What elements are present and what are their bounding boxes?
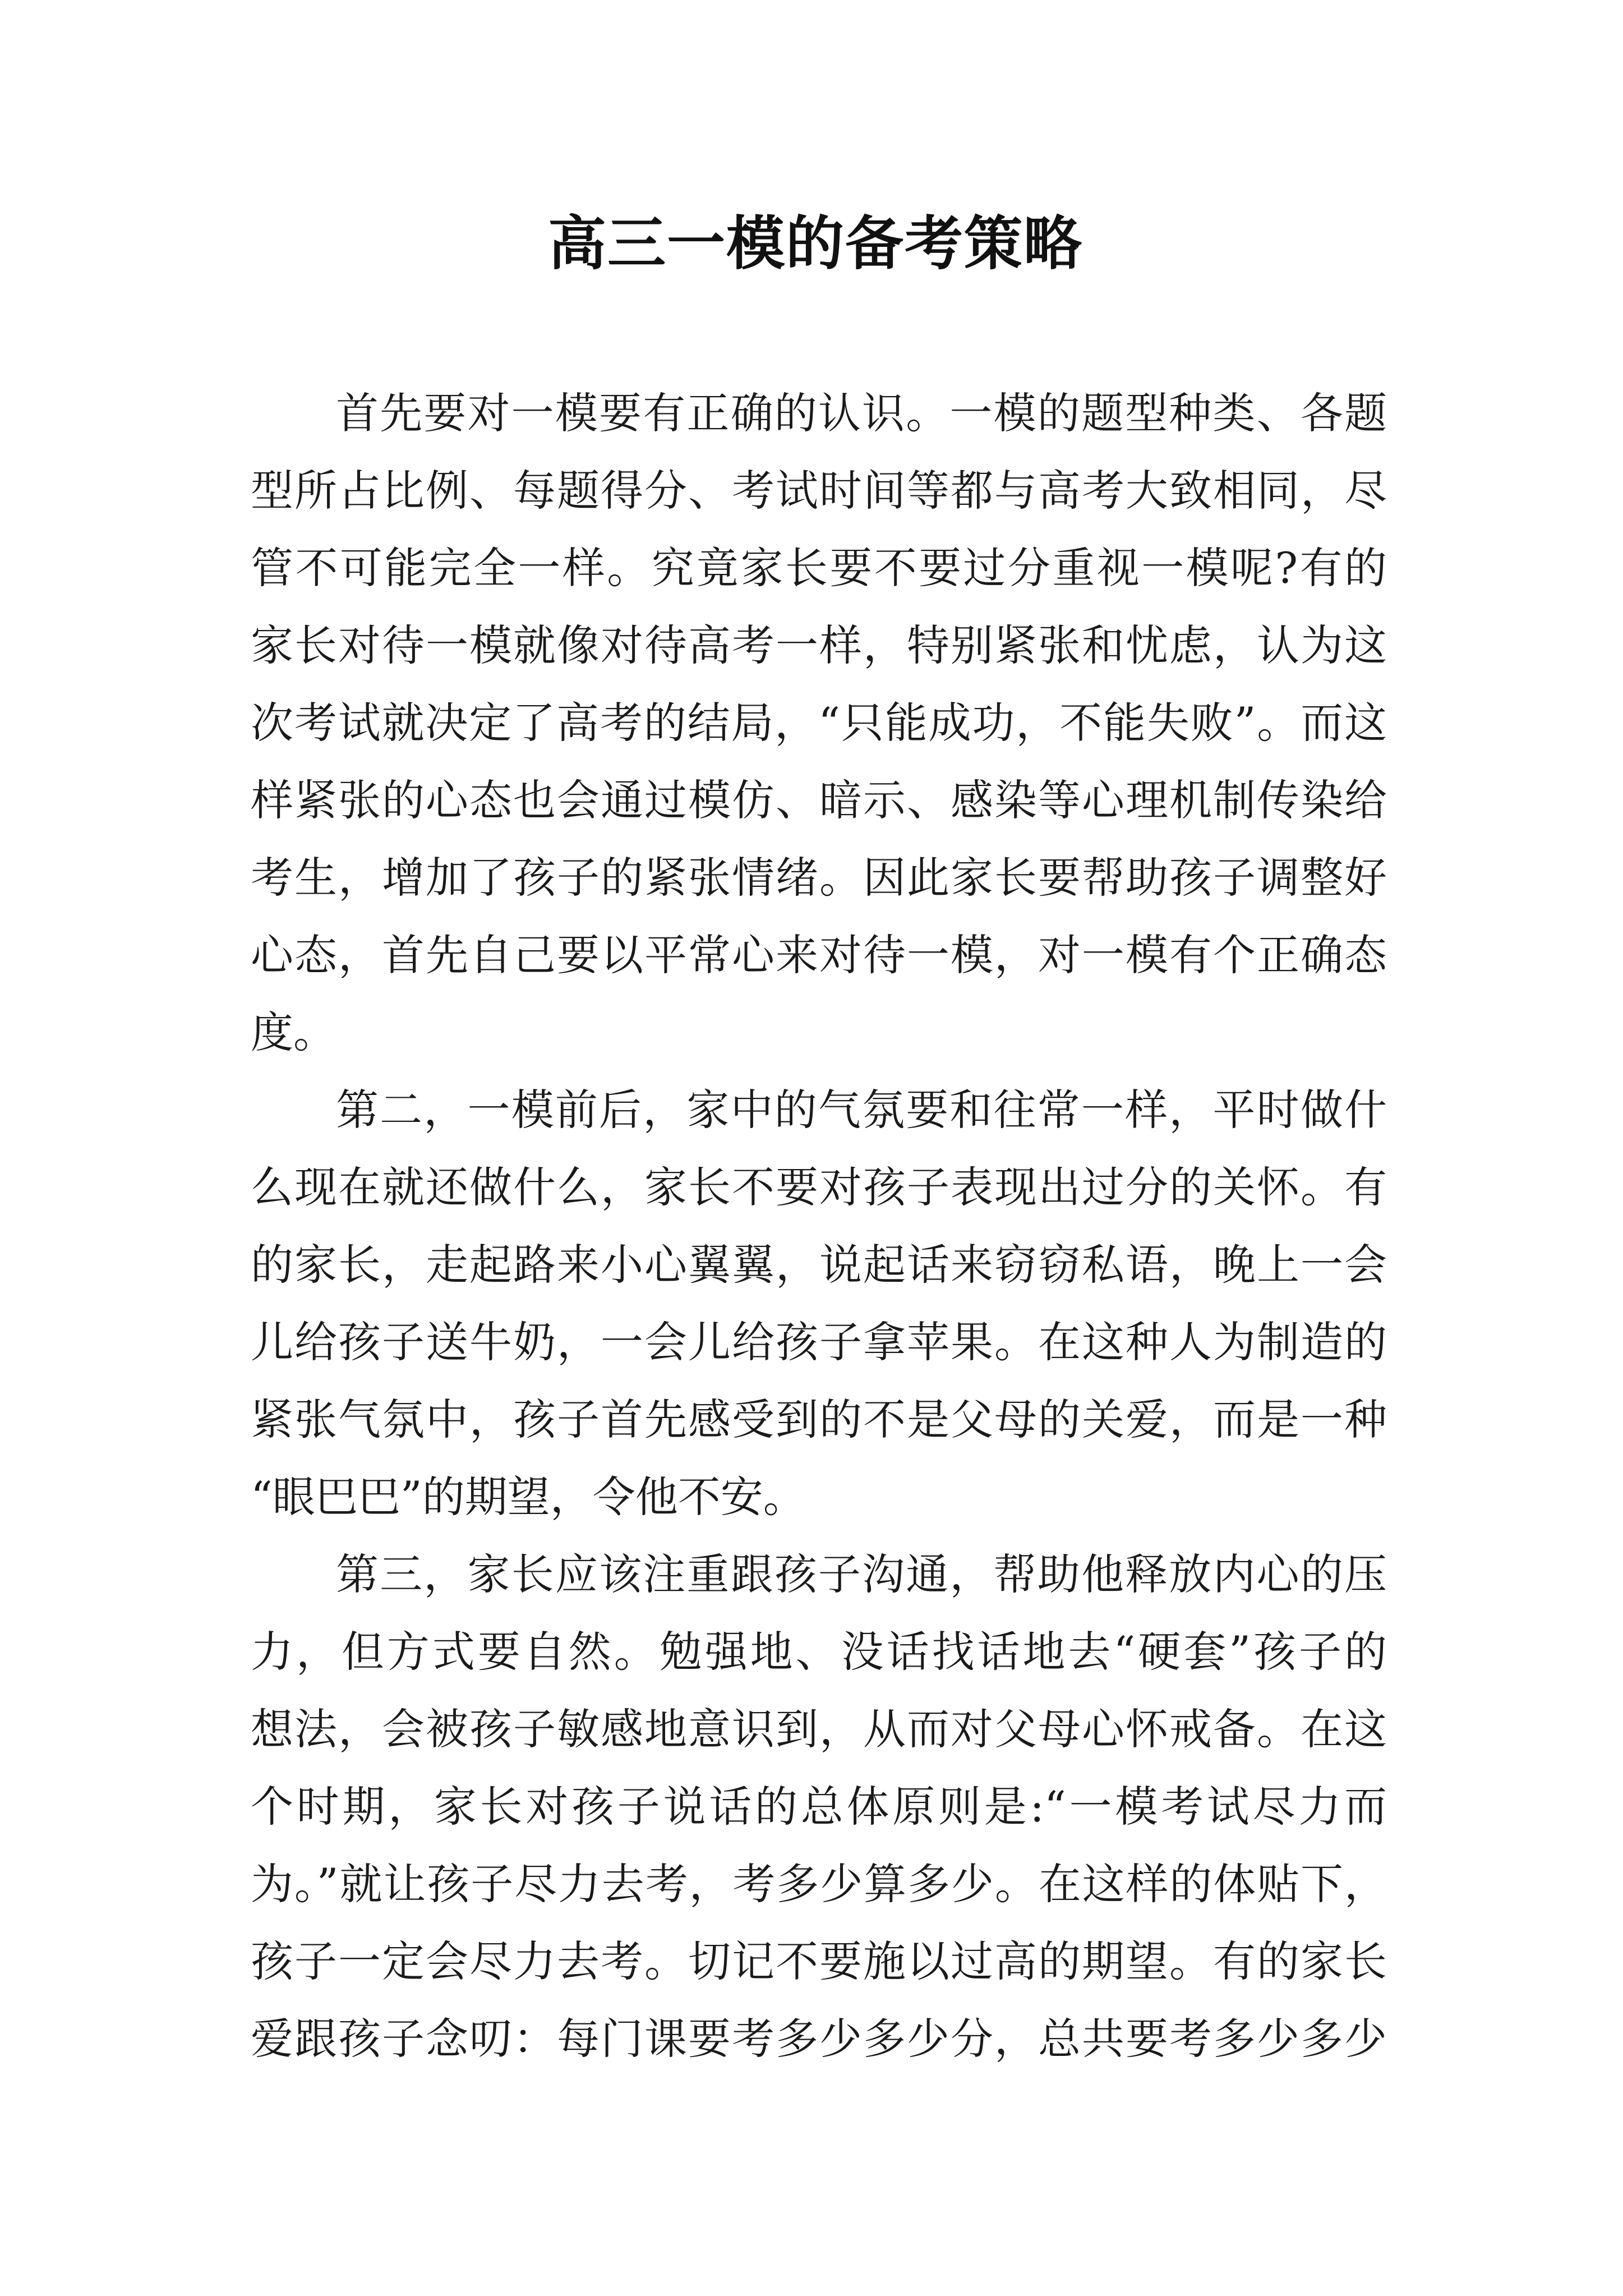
text-line: 样紧张的心态也会通过模仿、暗示、感染等心理机制传染给 <box>251 775 1387 825</box>
text-line: 首先要对一模要有正确的认识。一模的题型种类、各题 <box>336 388 1387 438</box>
text-line: 为。”就让孩子尽力去考，考多少算多少。在这样的体贴下， <box>251 1859 1387 1909</box>
text-line: 考生，增加了孩子的紧张情绪。因此家长要帮助孩子调整好 <box>251 853 1387 903</box>
text-line: 孩子一定会尽力去考。切记不要施以过高的期望。有的家长 <box>251 1936 1387 1986</box>
text-line: 度。 <box>251 1007 336 1057</box>
document-body <box>251 375 1387 2078</box>
text-line: 儿给孩子送牛奶，一会儿给孩子拿苹果。在这种人为制造的 <box>251 1317 1387 1367</box>
text-line: 第二，一模前后，家中的气氛要和往常一样，平时做什 <box>336 1085 1387 1135</box>
text-line: 爱跟孩子念叨：每门课要考多少多少分，总共要考多少多少 <box>251 2014 1387 2064</box>
text-line: 力，但方式要自然。勉强地、没话找话地去“硬套”孩子的 <box>251 1627 1387 1677</box>
text-line: 型所占比例、每题得分、考试时间等都与高考大致相同，尽 <box>251 466 1387 516</box>
text-line: 次考试就决定了高考的结局，“只能成功，不能失败”。而这 <box>251 698 1387 748</box>
document-title: 高三一模的备考策略 <box>547 209 1083 278</box>
text-line: 的家长，走起路来小心翼翼，说起话来窃窃私语，晚上一会 <box>251 1240 1387 1290</box>
text-line: 个时期，家长对孩子说话的总体原则是:“一模考试尽力而 <box>251 1782 1387 1832</box>
paragraph-2 <box>251 1071 1387 1536</box>
text-line: 家长对待一模就像对待高考一样，特别紧张和忧虑，认为这 <box>251 620 1387 670</box>
text-line: 心态，首先自己要以平常心来对待一模，对一模有个正确态 <box>251 930 1387 980</box>
text-line: 紧张气氛中，孩子首先感受到的不是父母的关爱，而是一种 <box>251 1395 1387 1444</box>
text-line: “眼巴巴”的期望，令他不安。 <box>251 1472 806 1522</box>
paragraph-1 <box>251 375 1387 1071</box>
text-line: 想法，会被孩子敏感地意识到，从而对父母心怀戒备。在这 <box>251 1704 1387 1754</box>
paragraph-3 <box>251 1536 1387 2078</box>
text-line: 第三，家长应该注重跟孩子沟通，帮助他释放内心的压 <box>336 1549 1387 1599</box>
text-line: 管不可能完全一样。究竟家长要不要过分重视一模呢?有的 <box>251 543 1387 593</box>
text-line: 么现在就还做什么，家长不要对孩子表现出过分的关怀。有 <box>251 1162 1387 1212</box>
